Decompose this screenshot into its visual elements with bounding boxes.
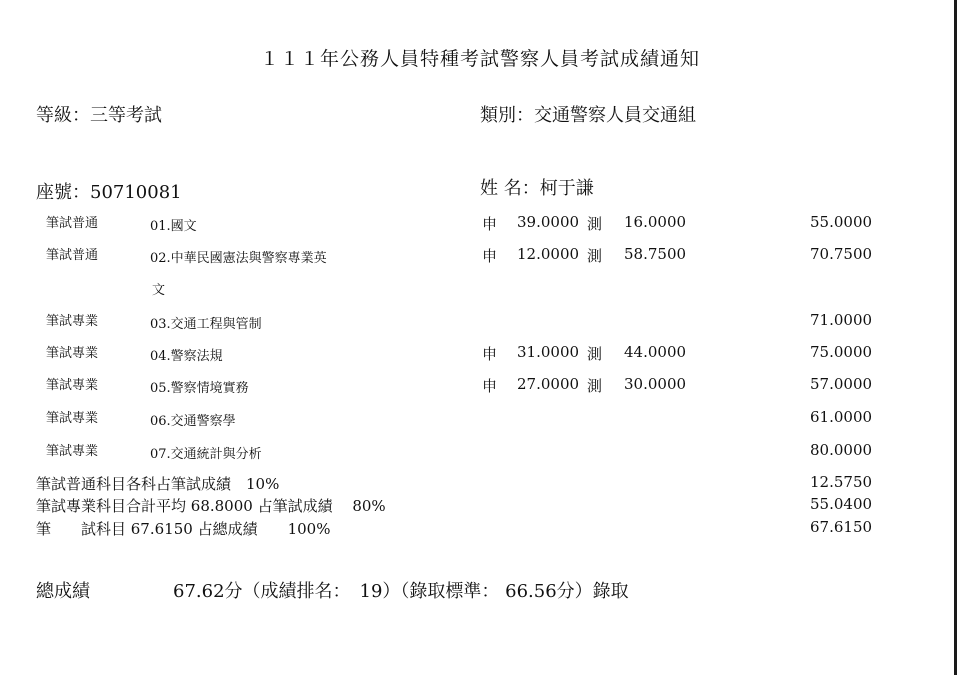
row-total-score: 80.0000 — [810, 441, 873, 459]
row-subject: 07.交通統計與分析 — [150, 447, 262, 462]
row-subject: 04.警察法規 — [150, 349, 223, 364]
row-shen-score: 27.0000 — [517, 375, 580, 393]
row-ce-mark: 測 — [587, 345, 603, 363]
row-total-score: 57.0000 — [810, 375, 873, 393]
summary-professional-label: 筆試專業科目合計平均 68.8000 占筆試成績 80% — [36, 497, 386, 515]
row-type: 筆試專業 — [46, 378, 99, 393]
candidate-name: 姓 名：柯于謙 — [480, 178, 594, 199]
row-subject-continued: 文 — [152, 283, 166, 298]
total-score-result: 67.62分（成績排名： 19）（錄取標準： 66.56分）錄取 — [173, 581, 629, 602]
row-type: 筆試專業 — [46, 444, 99, 459]
summary-general-label: 筆試普通科目各科占筆試成績 10% — [36, 475, 280, 493]
row-subject: 06.交通警察學 — [150, 414, 236, 429]
row-ce-mark: 測 — [587, 377, 603, 395]
summary-written-value: 67.6150 — [810, 518, 873, 536]
row-subject: 03.交通工程與管制 — [150, 317, 262, 332]
exam-category: 類別：交通警察人員交通組 — [480, 105, 696, 126]
row-subject: 01.國文 — [150, 219, 197, 234]
total-score-label: 總成績 — [36, 581, 90, 602]
row-mark: 申 — [482, 345, 498, 363]
summary-professional-value: 55.0400 — [810, 495, 873, 513]
row-total-score: 71.0000 — [810, 311, 873, 329]
row-ce-score: 16.0000 — [624, 213, 687, 231]
row-subject: 05.警察情境實務 — [150, 381, 249, 396]
row-type: 筆試普通 — [46, 248, 99, 263]
page-border-line — [954, 0, 957, 675]
seat-number: 座號：50710081 — [36, 182, 182, 203]
row-shen-score: 31.0000 — [517, 343, 580, 361]
summary-written-label: 筆 試科目 67.6150 占總成績 100% — [36, 520, 331, 538]
row-type: 筆試專業 — [46, 411, 99, 426]
row-ce-score: 58.7500 — [624, 245, 687, 263]
row-total-score: 70.7500 — [810, 245, 873, 263]
row-ce-mark: 測 — [587, 247, 603, 265]
exam-level: 等級：三等考試 — [36, 105, 162, 126]
summary-general-value: 12.5750 — [810, 473, 873, 491]
row-type: 筆試專業 — [46, 314, 99, 329]
row-ce-mark: 測 — [587, 215, 603, 233]
row-total-score: 55.0000 — [810, 213, 873, 231]
row-mark: 申 — [482, 377, 498, 395]
notice-title: １１１年公務人員特種考試警察人員考試成績通知 — [259, 48, 700, 70]
row-ce-score: 30.0000 — [624, 375, 687, 393]
row-type: 筆試普通 — [46, 216, 99, 231]
row-mark: 申 — [482, 247, 498, 265]
row-shen-score: 12.0000 — [517, 245, 580, 263]
row-subject: 02.中華民國憲法與警察專業英 — [150, 251, 327, 266]
row-ce-score: 44.0000 — [624, 343, 687, 361]
row-shen-score: 39.0000 — [517, 213, 580, 231]
row-total-score: 61.0000 — [810, 408, 873, 426]
row-total-score: 75.0000 — [810, 343, 873, 361]
row-type: 筆試專業 — [46, 346, 99, 361]
row-mark: 申 — [482, 215, 498, 233]
